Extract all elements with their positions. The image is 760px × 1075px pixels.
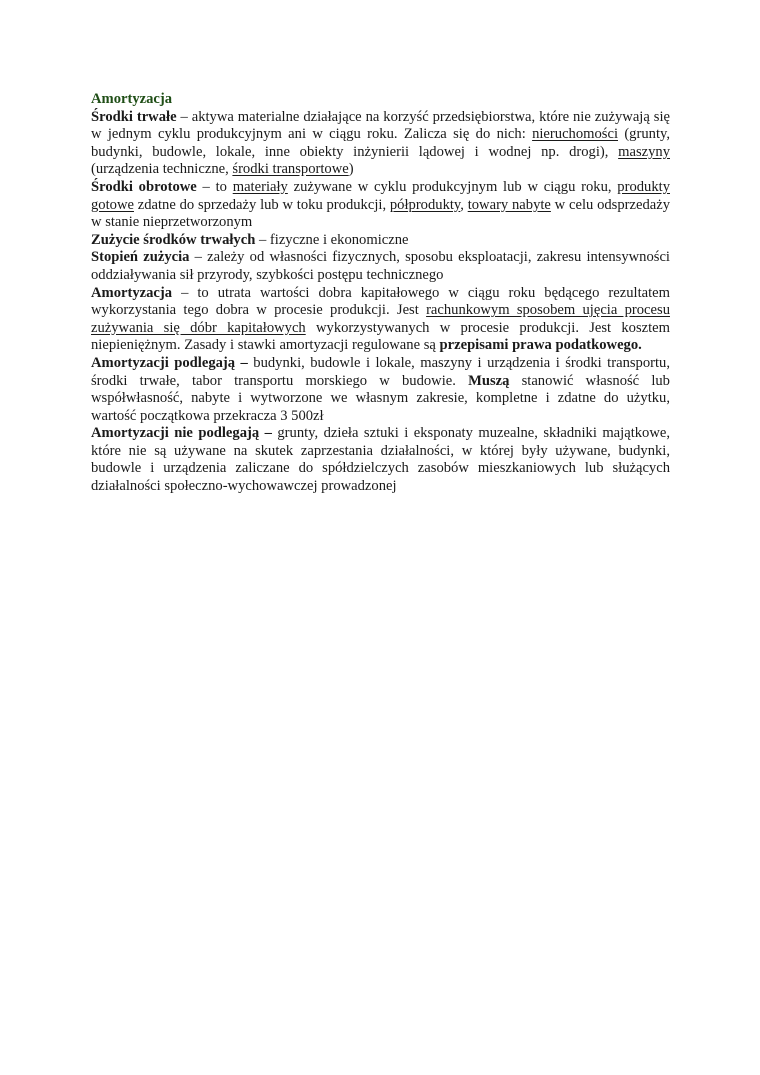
text: – aktywa materialne działające na korzyść przedsiębiorstwa, które nie zużywają się w jednym cyklu produkcyjnym ani w ciągu roku. Zalicza się do nich: bbox=[91, 108, 670, 143]
bold-musza: Muszą bbox=[468, 372, 510, 389]
term-srodki-obrotowe: Środki obrotowe bbox=[91, 178, 197, 195]
document-page bbox=[91, 91, 670, 496]
paragraph-stopien-zuzycia bbox=[91, 249, 670, 284]
underlined-nieruchomosci: nieruchomości bbox=[532, 126, 618, 143]
text: , bbox=[460, 196, 468, 213]
underlined-polprodukty: półprodukty bbox=[389, 196, 461, 213]
text: zużywane w cyklu produkcyjnym lub w ciągu roku, bbox=[287, 178, 618, 195]
paragraph-amortyzacja bbox=[91, 285, 670, 355]
term-stopien-zuzycia: Stopień zużycia bbox=[91, 249, 190, 266]
underlined-maszyny: maszyny bbox=[618, 143, 670, 160]
underlined-materialy: materiały bbox=[232, 178, 288, 195]
text: zdatne do sprzedaży lub w toku produkcji, bbox=[133, 196, 390, 213]
text: wykorzystywanych w procesie produkcji. Jest kosztem niepieniężnym. Zasady i stawki amortyzacji regulowane są bbox=[91, 319, 670, 354]
text: w celu odsprzedaży w stanie nieprzetworzonym bbox=[91, 196, 670, 231]
text: (grunty, budynki, budowle, lokale, inne obiekty inżynierii lądowej i wodnej np. drogi), bbox=[91, 126, 670, 160]
term-podlegaja: Amortyzacji podlegają – bbox=[91, 354, 248, 371]
document-title: Amortyzacja bbox=[91, 91, 173, 107]
text: stanowić własność lub współwłasność, nabyte i wytworzone we własnym zakresie, kompletne i zdatne do użytku, wartość początkowa przekracza 3 500zł bbox=[91, 372, 670, 424]
term-zuzycie: Zużycie środków trwałych bbox=[91, 231, 256, 248]
text: – fizyczne i ekonomiczne bbox=[255, 231, 409, 248]
term-nie-podlegaja: Amortyzacji nie podlegają – bbox=[91, 425, 272, 442]
text: (urządzenia techniczne, bbox=[91, 161, 233, 178]
text: ) bbox=[348, 161, 354, 178]
paragraph-podlegaja bbox=[91, 355, 670, 425]
underlined-produkty-gotowe: produkty gotowe bbox=[91, 178, 670, 213]
paragraph-nie-podlegaja bbox=[91, 425, 670, 495]
paragraph-srodki-obrotowe bbox=[91, 179, 670, 232]
paragraph-srodki-trwale bbox=[91, 109, 670, 179]
paragraph-zuzycie bbox=[91, 232, 670, 250]
text: – to utrata wartości dobra kapitałowego w ciągu roku będącego rezultatem wykorzystania tego dobra w procesie produkcji. Jest bbox=[91, 284, 670, 319]
text: grunty, dzieła sztuki i eksponaty muzealne, składniki majątkowe, które nie są używane na skutek zaprzestania działalności, w której były używane, budynki, budowle i urządzenia zaliczane do spółdzielczych zasobów mieszkaniowych lub służących działalności społeczno-wychowawczej prowadzonej bbox=[91, 425, 671, 495]
underlined-towary-nabyte: towary nabyte bbox=[467, 196, 551, 213]
text: – to bbox=[196, 178, 233, 195]
term-srodki-trwale: Środki trwałe bbox=[91, 108, 177, 125]
underlined-rachunkowym-sposobem: rachunkowym sposobem ujęcia procesu zużywania się dóbr kapitałowych bbox=[91, 302, 670, 336]
term-amortyzacja: Amortyzacja bbox=[91, 284, 173, 301]
bold-przepisami: przepisami prawa podatkowego. bbox=[439, 337, 642, 354]
text: budynki, budowle i lokale, maszyny i urządzenia i środki transportu, środki trwałe, tabor transportu morskiego w budowie. bbox=[91, 354, 670, 389]
text: – zależy od własności fizycznych, sposobu eksploatacji, zakresu intensywności oddziaływania sił przyrody, szybkości postępu technicznego bbox=[91, 249, 670, 283]
underlined-srodki-transportowe: środki transportowe bbox=[232, 161, 349, 178]
